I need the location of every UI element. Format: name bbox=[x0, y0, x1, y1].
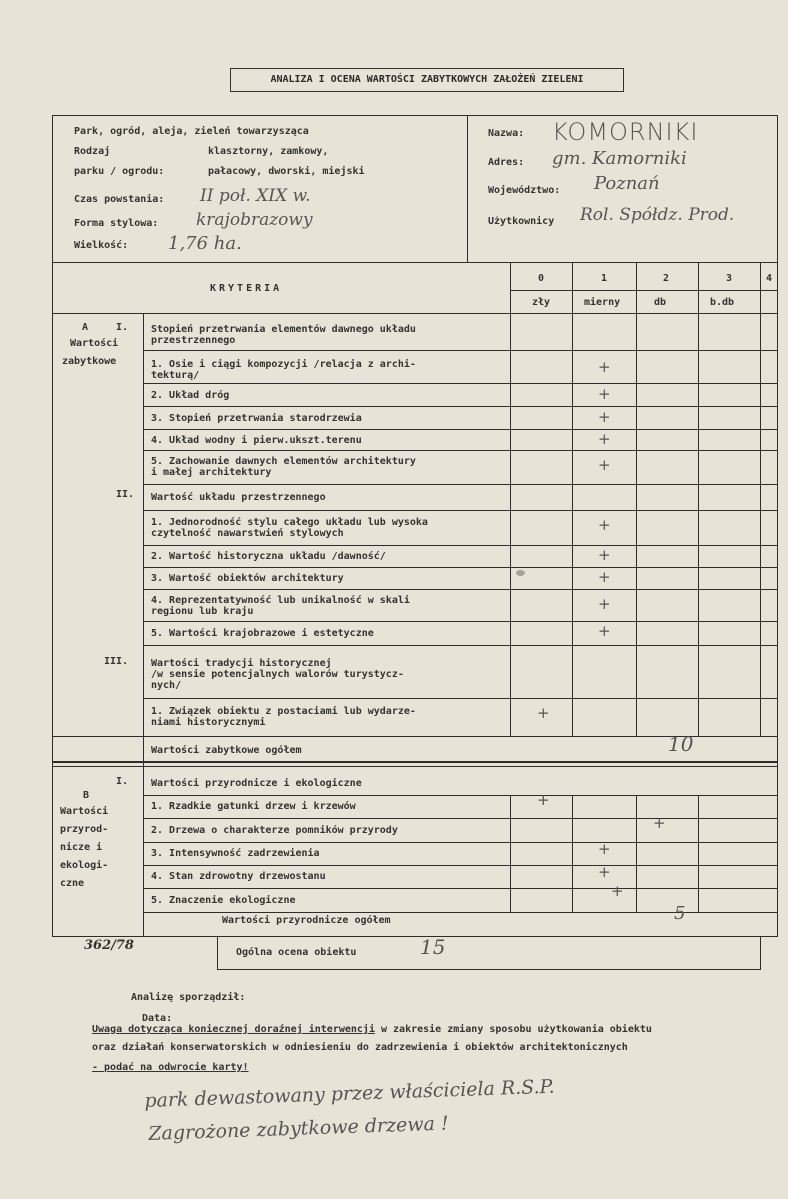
row-line bbox=[143, 842, 778, 843]
section-b-roman: I. bbox=[116, 776, 129, 787]
col-divider-0-b bbox=[510, 795, 511, 912]
group-1-item-1-l1: 1. Osie i ciągi kompozycji /relacja z archi- bbox=[151, 359, 416, 370]
score-mark: + bbox=[598, 595, 611, 613]
section-b-item-2: 2. Drzewa o charakterze pomników przyrody bbox=[151, 825, 398, 836]
section-a-roman-2: II. bbox=[116, 489, 135, 500]
section-b-item-4: 4. Stan zdrowotny drzewostanu bbox=[151, 871, 326, 882]
row-line bbox=[143, 818, 778, 819]
section-a-label-2: zabytkowe bbox=[62, 356, 117, 367]
section-b-item-1: 1. Rzadkie gatunki drzew i krzewów bbox=[151, 801, 356, 812]
score-mark: + bbox=[598, 546, 611, 564]
wielkosc-value: 1,76 ha. bbox=[168, 233, 242, 254]
header-divider bbox=[467, 115, 468, 262]
col-divider-3 bbox=[698, 262, 699, 736]
score-mark: + bbox=[598, 408, 611, 426]
col-divider-1-b bbox=[572, 795, 573, 912]
row-line bbox=[143, 450, 778, 451]
uzytkownicy-label: Użytkownicy bbox=[488, 216, 555, 227]
rodzaj-label: Rodzaj bbox=[74, 146, 111, 157]
document-title: ANALIZA I OCENA WARTOŚCI ZABYTKOWYCH ZAŁOŻEŃ ZIELENI bbox=[270, 74, 584, 85]
section-b-label-3: nicze i bbox=[60, 842, 103, 853]
group-2-item-2: 2. Wartość historyczna układu /dawność/ bbox=[151, 551, 386, 562]
col-divider-0 bbox=[510, 262, 511, 736]
frame-left bbox=[52, 115, 53, 937]
section-separator bbox=[52, 766, 778, 767]
group-3-title-2: /w sensie potencjalnych walorów turystycz- bbox=[151, 669, 404, 680]
section-b-label-5: czne bbox=[60, 878, 85, 889]
section-a-label-1: Wartości bbox=[70, 338, 119, 349]
frame-top bbox=[52, 115, 778, 116]
score-4-num: 4 bbox=[766, 273, 773, 284]
group-3-title-3: nych/ bbox=[151, 680, 182, 691]
score-mark: + bbox=[598, 840, 611, 858]
note-line-1-rest: w zakresie zmiany sposobu użytkowania obiektu bbox=[374, 1024, 652, 1035]
row-line bbox=[143, 865, 778, 866]
note-line-1-underlined: Uwaga dotycząca koniecznej doraźnej interwencji bbox=[92, 1024, 375, 1035]
section-separator bbox=[52, 761, 778, 763]
section-a-roman-1: I. bbox=[116, 322, 129, 333]
score-mark: + bbox=[598, 456, 611, 474]
rodzaj-label-2: parku / ogrodu: bbox=[74, 166, 165, 177]
uzytkownicy-value: Rol. Spółdz. Prod. bbox=[580, 205, 735, 225]
row-line bbox=[143, 645, 778, 646]
criteria-header-bottom bbox=[52, 313, 778, 314]
criteria-header-mid bbox=[510, 290, 778, 291]
adres-label: Adres: bbox=[488, 157, 525, 168]
section-a-total-value: 10 bbox=[668, 732, 694, 756]
overall-box-left bbox=[217, 936, 218, 970]
wojewodztwo-label: Województwo: bbox=[488, 185, 561, 196]
group-1-item-5-l2: i małej architektury bbox=[151, 467, 272, 478]
row-line bbox=[143, 795, 778, 796]
note-line-2: oraz działań konserwatorskich w odniesieniu do zadrzewienia i obiektów architektonicznych bbox=[92, 1042, 628, 1053]
group-1-item-2: 2. Układ dróg bbox=[151, 390, 230, 401]
score-1-word: mierny bbox=[584, 297, 621, 308]
nazwa-value: KOMORNIKI bbox=[552, 118, 699, 146]
group-1-title-1: Stopień przetrwania elementów dawnego układu bbox=[151, 324, 416, 335]
col-divider-1 bbox=[572, 262, 573, 736]
row-line bbox=[143, 510, 778, 511]
section-b-letter: B bbox=[83, 790, 90, 801]
group-1-item-4: 4. Układ wodny i pierw.ukszt.terenu bbox=[151, 435, 362, 446]
overall-label: Ogólna ocena obiektu bbox=[236, 947, 357, 958]
adres-value: gm. Kamorniki bbox=[552, 148, 687, 169]
section-b-label-4: ekologi- bbox=[60, 860, 109, 871]
handwritten-note-1: park dewastowany przez właściciela R.S.P. bbox=[144, 1075, 555, 1112]
score-mark: + bbox=[598, 622, 611, 640]
row-line bbox=[143, 406, 778, 407]
score-2-word: db bbox=[654, 297, 667, 308]
group-1-title-2: przestrzennego bbox=[151, 335, 236, 346]
row-line bbox=[143, 698, 778, 699]
row-line bbox=[143, 484, 778, 485]
group-2-item-1-l2: czytelność nawarstwień stylowych bbox=[151, 528, 344, 539]
overall-value: 15 bbox=[420, 935, 446, 959]
overall-box-right bbox=[760, 936, 761, 970]
col-divider-2 bbox=[636, 262, 637, 736]
criteria-header-top bbox=[52, 262, 778, 263]
score-0-num: 0 bbox=[538, 273, 545, 284]
row-line bbox=[143, 589, 778, 590]
wojewodztwo-value: Poznań bbox=[594, 173, 660, 194]
section-b-label-2: przyrod- bbox=[60, 824, 109, 835]
row-line bbox=[143, 429, 778, 430]
note-line-1 bbox=[92, 1024, 652, 1035]
nazwa-label: Nazwa: bbox=[488, 128, 525, 139]
section-b-item-5: 5. Znaczenie ekologiczne bbox=[151, 895, 296, 906]
col-divider-3-b bbox=[698, 795, 699, 912]
score-mark: + bbox=[653, 814, 666, 832]
frame-right bbox=[777, 115, 778, 937]
score-mark: + bbox=[537, 791, 550, 809]
score-mark: + bbox=[598, 863, 611, 881]
score-mark: + bbox=[611, 882, 624, 900]
score-mark: + bbox=[537, 704, 550, 722]
score-mark: + bbox=[598, 516, 611, 534]
group-2-title: Wartość układu przestrzennego bbox=[151, 492, 326, 503]
handwritten-note-2: Zagrożone zabytkowe drzewa ! bbox=[148, 1112, 449, 1145]
section-a-roman-3: III. bbox=[104, 656, 129, 667]
frame-bottom bbox=[52, 936, 778, 937]
row-line bbox=[143, 350, 778, 351]
object-type-line: Park, ogród, aleja, zieleń towarzysząca bbox=[74, 126, 309, 137]
analysis-author-label: Analizę sporządził: bbox=[131, 992, 246, 1003]
group-2-item-4-l2: regionu lub kraju bbox=[151, 606, 254, 617]
group-2-item-3: 3. Wartość obiektów architektury bbox=[151, 573, 344, 584]
section-a-total-label: Wartości zabytkowe ogółem bbox=[151, 745, 302, 756]
section-b-label-1: Wartości bbox=[60, 806, 109, 817]
title-box bbox=[230, 68, 624, 92]
criteria-label: KRYTERIA bbox=[210, 283, 283, 294]
score-2-num: 2 bbox=[663, 273, 670, 284]
group-1-item-1-l2: tekturą/ bbox=[151, 370, 200, 381]
archive-code: 362/78 bbox=[84, 938, 134, 953]
score-3-word: b.db bbox=[710, 297, 735, 308]
ink-smudge bbox=[516, 570, 525, 576]
overall-box-bottom bbox=[217, 969, 761, 970]
row-line bbox=[143, 383, 778, 384]
group-3-title-1: Wartości tradycji historycznej bbox=[151, 658, 332, 669]
forma-value: krajobrazowy bbox=[196, 210, 313, 230]
section-b-item-3: 3. Intensywność zadrzewienia bbox=[151, 848, 320, 859]
forma-label: Forma stylowa: bbox=[74, 218, 159, 229]
col-divider-4 bbox=[760, 262, 761, 736]
row-line bbox=[143, 888, 778, 889]
score-3-num: 3 bbox=[726, 273, 733, 284]
wielkosc-label: Wielkość: bbox=[74, 240, 129, 251]
group-1-item-3: 3. Stopień przetrwania starodrzewia bbox=[151, 413, 362, 424]
group-3-item-1-l2: niami historycznymi bbox=[151, 717, 266, 728]
group-1-item-5-l1: 5. Zachowanie dawnych elementów architektury bbox=[151, 456, 416, 467]
czas-value: II poł. XIX w. bbox=[200, 186, 311, 206]
score-1-num: 1 bbox=[601, 273, 608, 284]
group-2-item-5: 5. Wartości krajobrazowe i estetyczne bbox=[151, 628, 374, 639]
note-line-3: - podać na odwrocie karty! bbox=[92, 1062, 249, 1073]
col-divider-2-b bbox=[636, 795, 637, 912]
score-mark: + bbox=[598, 385, 611, 403]
score-0-word: zły bbox=[532, 297, 551, 308]
score-mark: + bbox=[598, 430, 611, 448]
row-line bbox=[143, 621, 778, 622]
rodzaj-options-1: klasztorny, zamkowy, bbox=[208, 146, 329, 157]
section-b-total-value: 5 bbox=[674, 903, 686, 924]
section-b-total-label: Wartości przyrodnicze ogółem bbox=[222, 915, 391, 926]
section-b-group-title: Wartości przyrodnicze i ekologiczne bbox=[151, 778, 362, 789]
analysis-date-label: Data: bbox=[142, 1013, 173, 1024]
score-mark: + bbox=[598, 358, 611, 376]
score-mark: + bbox=[598, 568, 611, 586]
rodzaj-options-2: pałacowy, dworski, miejski bbox=[208, 166, 365, 177]
czas-label: Czas powstania: bbox=[74, 194, 165, 205]
row-line bbox=[143, 545, 778, 546]
group-3-item-1-l1: 1. Związek obiektu z postaciami lub wydarze- bbox=[151, 706, 416, 717]
group-2-item-4-l1: 4. Reprezentatywność lub unikalność w skali bbox=[151, 595, 410, 606]
group-2-item-1-l1: 1. Jednorodność stylu całego układu lub wysoka bbox=[151, 517, 428, 528]
row-line bbox=[143, 567, 778, 568]
section-a-letter: A bbox=[82, 322, 89, 333]
